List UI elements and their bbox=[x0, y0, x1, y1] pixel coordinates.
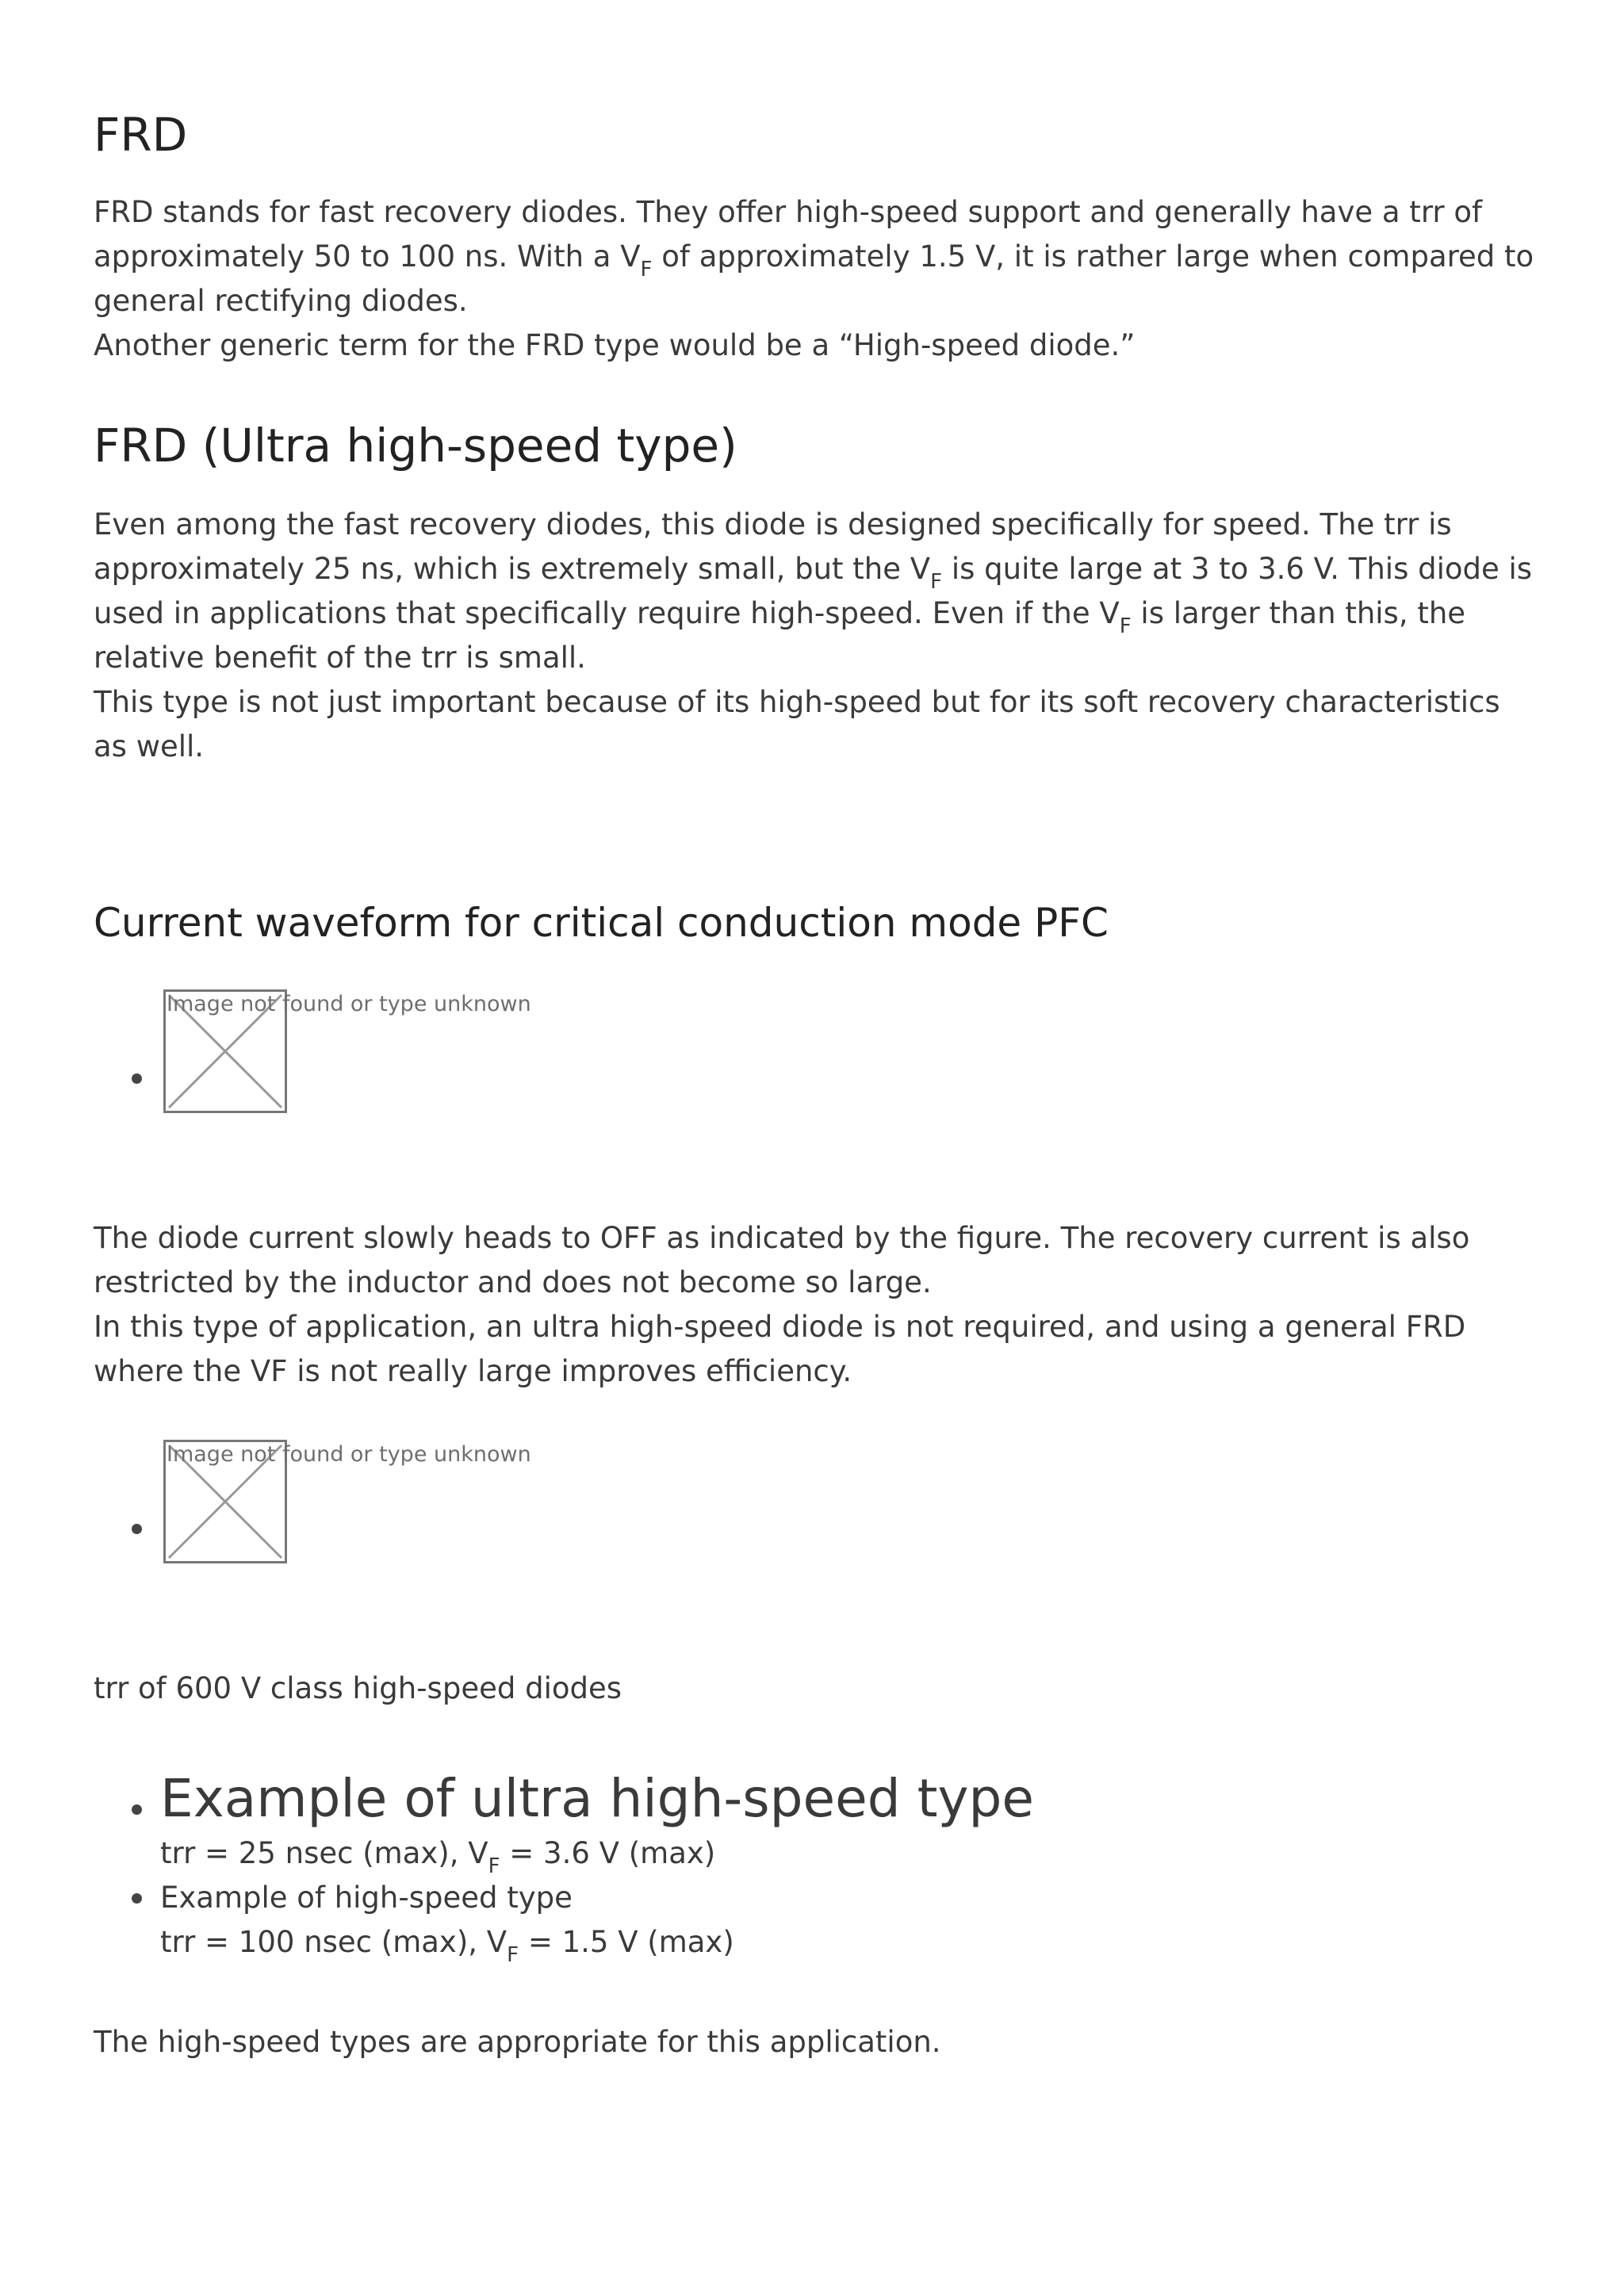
heading-frd-ultra: FRD (Ultra high-speed type) bbox=[94, 419, 737, 473]
heading-current-waveform: Current waveform for critical conduction mode PFC bbox=[94, 900, 1109, 946]
example-spec: trr = 25 nsec (max), $V_F = 3.6$ V (max) bbox=[160, 1836, 716, 1878]
example-title: Example of ultra high-speed type bbox=[160, 1768, 1035, 1829]
figure-caption: trr of 600 V class high-speed diodes bbox=[94, 1671, 622, 1705]
bullet-icon bbox=[132, 1893, 142, 1904]
bullet-icon bbox=[132, 1524, 142, 1534]
bullet-icon bbox=[132, 1073, 142, 1084]
example-spec: trr = 100 nsec (max), $V_F = 1.5$ V (max) bbox=[160, 1925, 734, 1967]
paragraph-ultra-description: Even among the fast recovery diodes, this diode is designed specifically for speed. The trr is approximately 25 ns, which is extremely small, but the $V_F$ is quite large at 3 to 3.6 V. This diode is used in applications that specifically require high-speed. Even if the $V_F$ is larger than this, the relative benefit of the trr is small. This type is not just important because of its high-speed but for its soft recovery characteristics as well. bbox=[94, 507, 1533, 763]
paragraph-frd-description: FRD stands for fast recovery diodes. They offer high-speed support and generally have a trr of approximately 50 to 100 ns. With a $V_F$ of approximately 1.5 V, it is rather large when compared to general rectifying diodes. Another generic term for the FRD type would be a “High-speed diode.” bbox=[94, 195, 1534, 362]
paragraph-waveform-description: The diode current slowly heads to OFF as indicated by the figure. The recovery current is also restricted by the inductor and does not become so large. In this type of application, an ultra high-speed diode is not required, and using a general FRD where the VF is not really large improves efficiency. bbox=[94, 1221, 1470, 1388]
example-title: Example of high-speed type bbox=[160, 1881, 573, 1915]
list-item bbox=[94, 1876, 1034, 1965]
image-alt-text: Image not found or type unknown bbox=[167, 1442, 531, 1467]
bullet-icon bbox=[132, 1804, 142, 1815]
examples-list bbox=[94, 1766, 1034, 1965]
list-item bbox=[94, 1766, 1034, 1876]
image-alt-text: Image not found or type unknown bbox=[167, 992, 531, 1016]
paragraph-conclusion: The high-speed types are appropriate for this application. bbox=[94, 2025, 941, 2059]
heading-frd: FRD bbox=[94, 108, 188, 162]
